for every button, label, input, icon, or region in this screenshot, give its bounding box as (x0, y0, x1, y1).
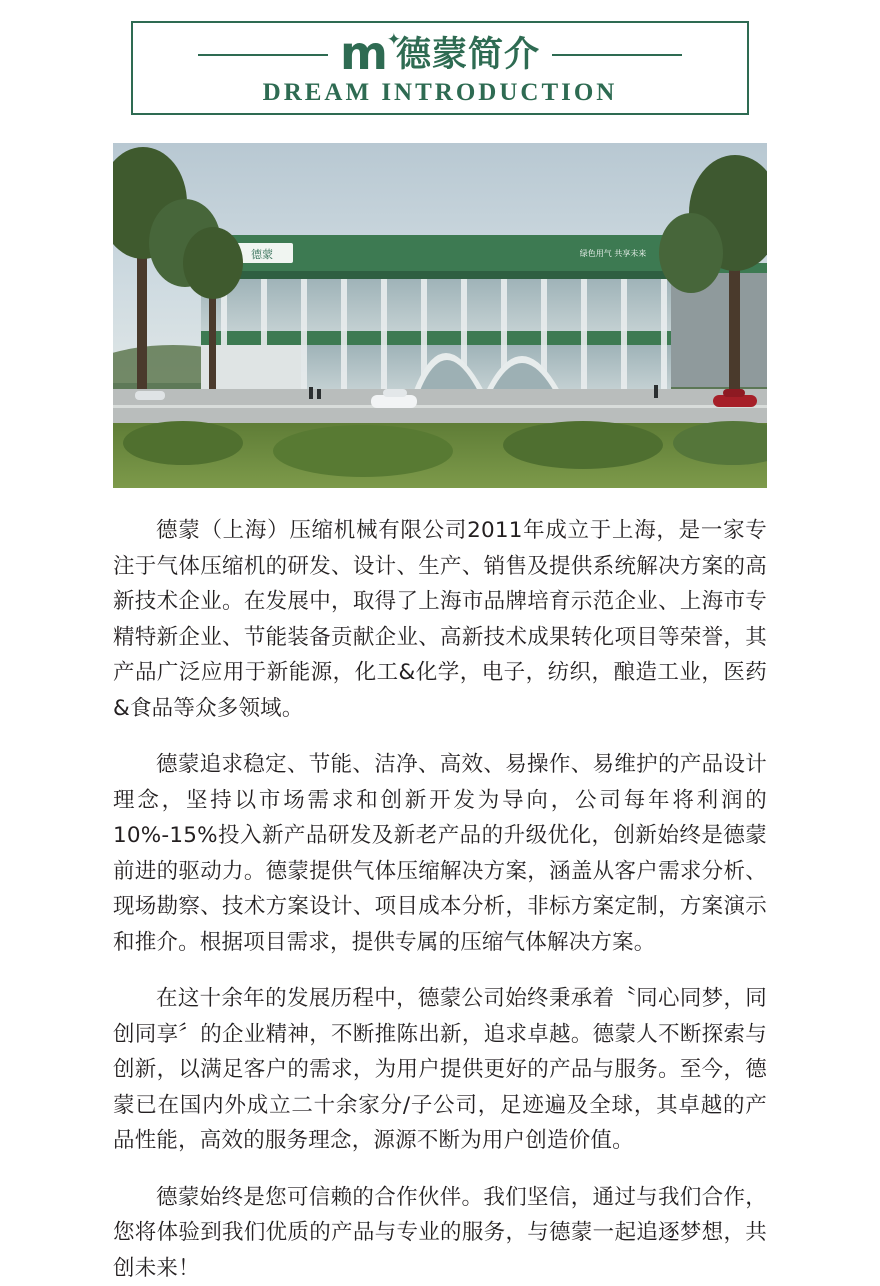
page-title: 德蒙简介 (396, 35, 540, 75)
header-banner (131, 21, 749, 115)
company-logo-icon (340, 30, 386, 76)
divider-right (552, 54, 682, 56)
building-photo (113, 143, 767, 488)
company-introduction-text (113, 513, 767, 1286)
paragraph-4: 德蒙始终是您可信赖的合作伙伴。我们坚信，通过与我们合作，您将体验到我们优质的产品与专业的服务，与德蒙一起追逐梦想，共创未来！ (113, 1180, 767, 1286)
title-row (133, 27, 747, 83)
page-subtitle: DREAM INTRODUCTION (133, 79, 747, 107)
paragraph-3: 在这十余年的发展历程中，德蒙公司始终秉承着〝同心同梦，同创同享〞的企业精神，不断推陈出新，追求卓越。德蒙人不断探索与创新，以满足客户的需求，为用户提供更好的产品与服务。至今，德蒙已在国内外成立二十余家分/子公司，足迹遍及全球，其卓越的产品性能，高效的服务理念，源源不断为用户创造价值。 (113, 981, 767, 1159)
svg-text:德蒙: 德蒙 (251, 247, 273, 261)
paragraph-2: 德蒙追求稳定、节能、洁净、高效、易操作、易维护的产品设计理念，坚持以市场需求和创新开发为导向，公司每年将利润的10%-15%投入新产品研发及新老产品的升级优化，创新始终是德蒙前进的驱动力。德蒙提供气体压缩解决方案，涵盖从客户需求分析、现场勘察、技术方案设计、项目成本分析，非标方案定制，方案演示和推介。根据项目需求，提供专属的压缩气体解决方案。 (113, 747, 767, 960)
header-inner (133, 23, 747, 113)
svg-text:绿色用气 共享未来: 绿色用气 共享未来 (580, 248, 647, 258)
paragraph-1: 德蒙（上海）压缩机械有限公司2011年成立于上海，是一家专注于气体压缩机的研发、设计、生产、销售及提供系统解决方案的高新技术企业。在发展中，取得了上海市品牌培育示范企业、上海市专精特新企业、节能装备贡献企业、高新技术成果转化项目等荣誉，其产品广泛应用于新能源，化工&化学，电子，纺织，酿造工业，医药&食品等众多领域。 (113, 513, 767, 726)
logo-letter: m (340, 26, 386, 80)
sparkle-icon: ✦ (387, 32, 399, 49)
divider-left (198, 54, 328, 56)
building-illustration (113, 143, 767, 488)
